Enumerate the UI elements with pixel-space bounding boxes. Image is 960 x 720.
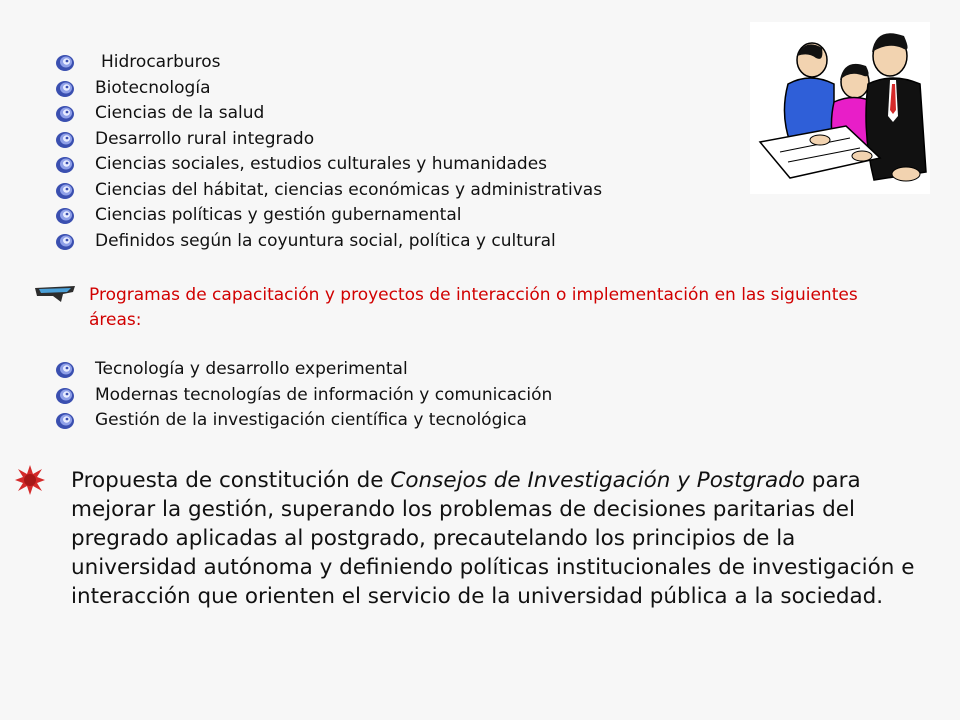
swirl-bullet-icon: [55, 53, 75, 73]
programs-heading: Programas de capacitación y proyectos de interacción o implementación en las siguientes áreas:: [89, 285, 858, 330]
list-item-text: Modernas tecnologías de información y comunicación: [95, 384, 553, 405]
swirl-bullet-icon: [55, 104, 75, 124]
swirl-bullet-icon: [55, 360, 75, 380]
list-item-text: Biotecnología: [95, 77, 211, 98]
list-item-text: Gestión de la investigación científica y tecnológica: [95, 410, 527, 430]
list-item-text: Tecnología y desarrollo experimental: [95, 359, 408, 379]
proposal-text-before: Propuesta de constitución de: [71, 468, 391, 493]
swirl-bullet-icon: [55, 79, 75, 99]
proposal-emphasis: Consejos de Investigación y Postgrado: [390, 468, 805, 493]
swirl-bullet-icon: [55, 411, 75, 431]
swirl-bullet-icon: [55, 130, 75, 150]
swirl-bullet-icon: [55, 232, 75, 252]
list-item-text: Definidos según la coyuntura social, política y cultural: [95, 230, 556, 251]
list-item-text: Ciencias sociales, estudios culturales y humanidades: [95, 154, 548, 174]
swirl-bullet-icon: [55, 155, 75, 175]
proposal-text-after: para mejorar la gestión, superando los problemas de decisiones paritarias del pregrado aplicadas al postgrado, precautelando los principios de la universidad autónoma y definiendo políticas institucionales de investigación e interacción que orienten el servicio de la universidad pública a la sociedad.: [71, 468, 915, 609]
list-item-text: Desarrollo rural integrado: [95, 128, 315, 149]
list-item-text: Ciencias de la salud: [95, 103, 265, 123]
list-item-text: Ciencias del hábitat, ciencias económicas y administrativas: [95, 179, 603, 200]
business-people-clipart: [750, 22, 930, 194]
list-item-text: Hidrocarburos: [101, 52, 221, 72]
proposal-paragraph: [71, 466, 921, 611]
swirl-bullet-icon: [55, 181, 75, 201]
arrow-bullet-icon: [33, 284, 77, 304]
swirl-bullet-icon: [55, 206, 75, 226]
list-item-text: Ciencias políticas y gestión gubernamental: [95, 205, 462, 225]
star-bullet-icon: [14, 464, 46, 496]
swirl-bullet-icon: [55, 386, 75, 406]
